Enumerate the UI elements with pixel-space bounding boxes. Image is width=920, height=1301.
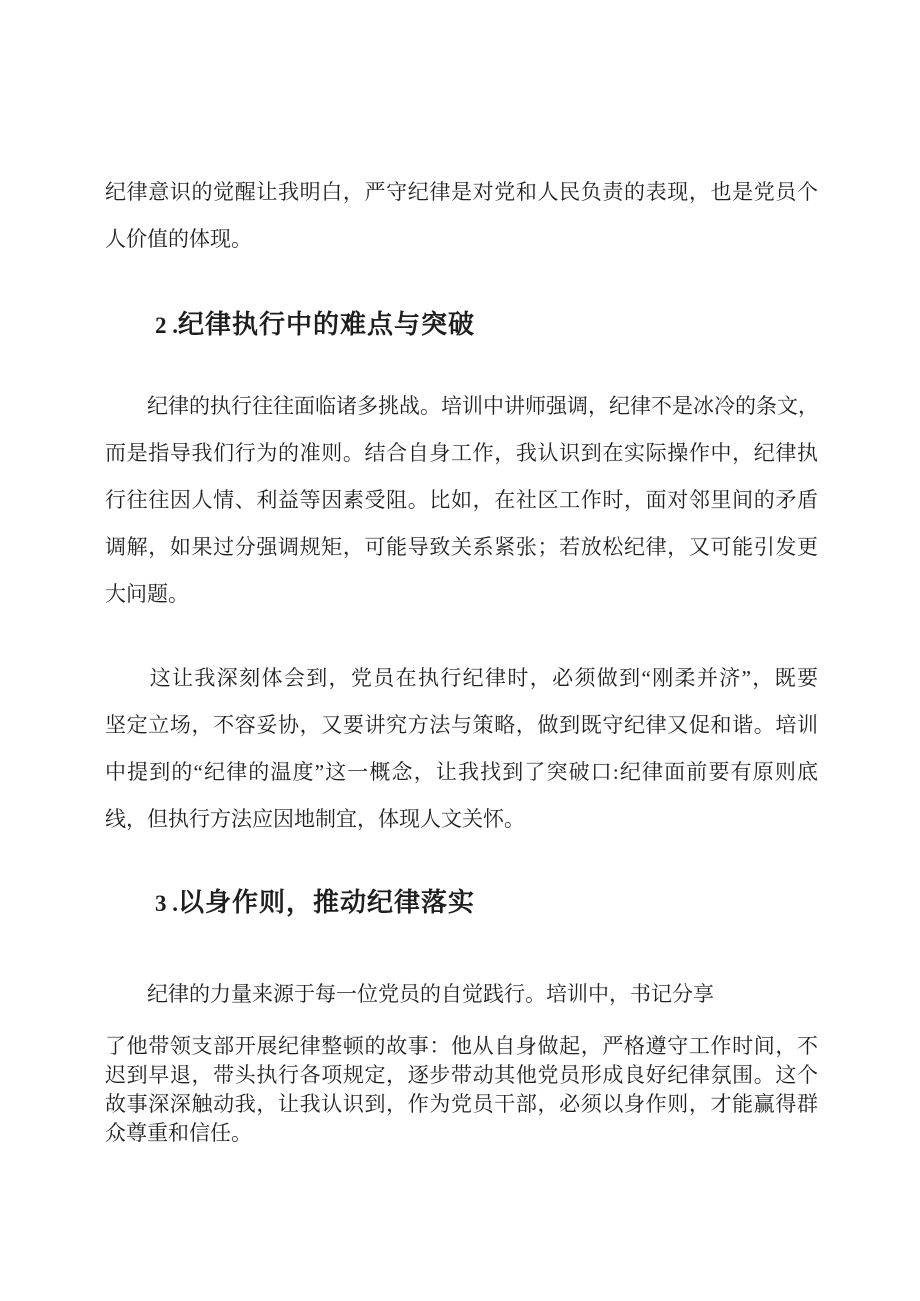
text-line: 线，但执行方法应因地制宜，体现人文关怀。 — [105, 807, 525, 831]
section-2-number: 2 . — [155, 313, 178, 338]
text-line: 而是指导我们行为的准则。结合自身工作，我认识到在实际操作中，纪律执 — [105, 441, 818, 465]
section-3-title: 以身作则，推动纪律落实 — [178, 887, 476, 917]
text-line: 坚定立场，不容妥协，又要讲究方法与策略，做到既守纪律又促和谐。培训 — [105, 713, 818, 737]
text-line: 纪律意识的觉醒让我明白，严守纪律是对党和人民负责的表现，也是党员个 — [105, 180, 818, 204]
text-line: 行往往因人情、利益等因素受阻。比如，在社区工作时，面对邻里间的矛盾 — [105, 488, 818, 512]
text-line: 大问题。 — [105, 582, 189, 606]
section-2-paragraph-1 — [105, 383, 818, 618]
text-line: 纪律的力量来源于每一位党员的自觉践行。培训中，书记分享 — [105, 982, 714, 1006]
section-3-paragraph-2 — [105, 1032, 818, 1148]
document-content — [105, 169, 818, 1148]
section-heading-2 — [155, 307, 818, 346]
section-2-paragraph-2 — [105, 655, 818, 843]
text-line: 这让我深刻体会到，党员在执行纪律时，必须做到“刚柔并济”，既要 — [105, 666, 818, 690]
text-line: 纪律的执行往往面临诸多挑战。培训中讲师强调，纪律不是冰冷的条文， — [105, 394, 819, 418]
text-line: 故事深深触动我，让我认识到，作为党员干部，必须以身作则，才能赢得群 — [105, 1092, 818, 1116]
section-2-title: 纪律执行中的难点与突破 — [178, 309, 476, 339]
text-line: 了他带领支部开展纪律整顿的故事：他从自身做起，严格遵守工作时间，不 — [105, 1034, 818, 1058]
text-line: 中提到的“纪律的温度”这一概念，让我找到了突破口:纪律面前要有原则底 — [105, 760, 818, 784]
section-3-paragraph-1 — [105, 971, 818, 1018]
text-line: 迟到早退，带头执行各项规定，逐步带动其他党员形成良好纪律氛围。这个 — [105, 1063, 818, 1087]
text-line: 人价值的体现。 — [105, 227, 252, 251]
section-3-number: 3 . — [155, 891, 178, 916]
text-line: 调解，如果过分强调规矩，可能导致关系紧张；若放松纪律，又可能引发更 — [105, 535, 818, 559]
section-heading-3 — [155, 885, 818, 924]
text-line: 众尊重和信任。 — [105, 1121, 252, 1145]
opening-paragraph — [105, 169, 818, 263]
